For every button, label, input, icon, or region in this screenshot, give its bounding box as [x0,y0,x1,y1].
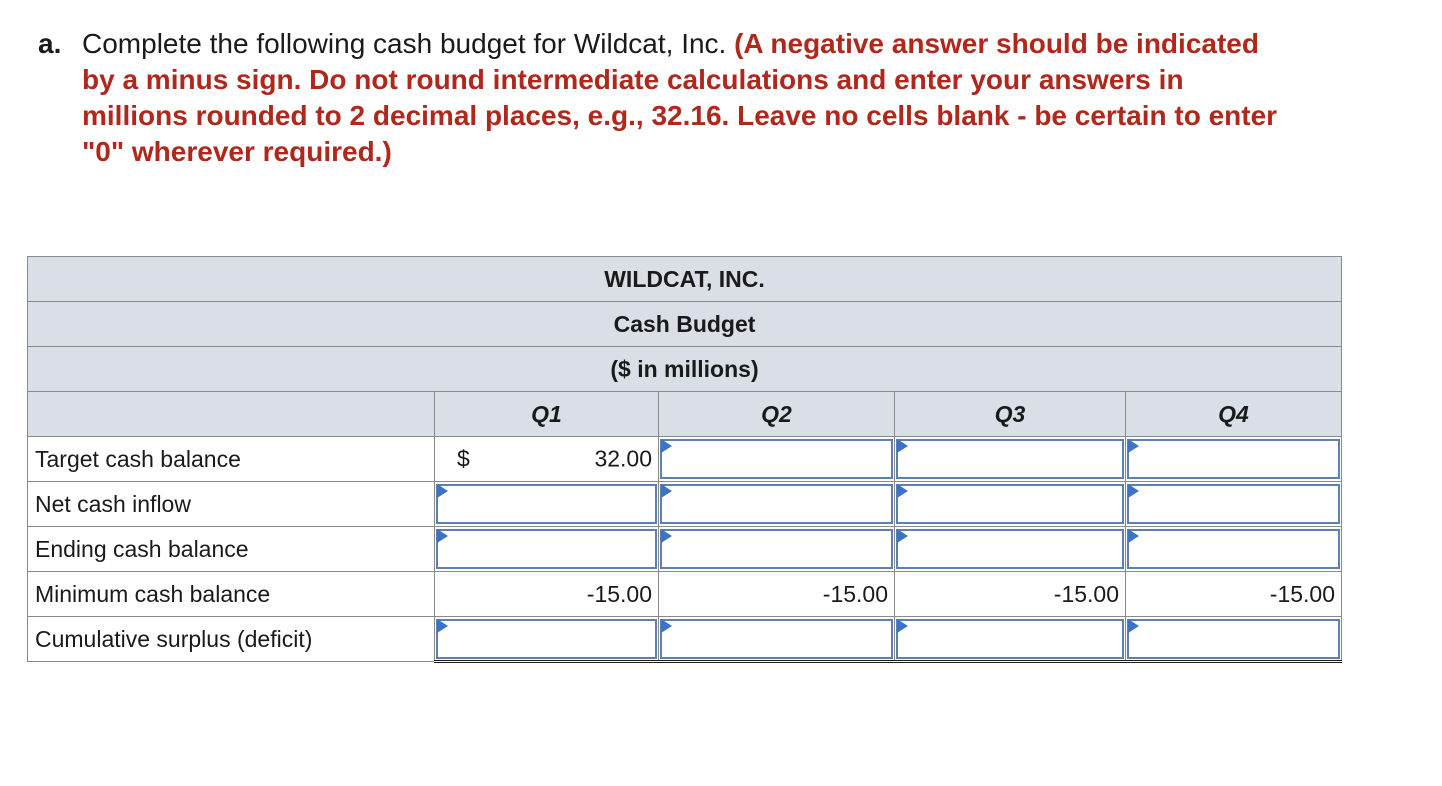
input-flag-icon [1128,484,1139,498]
row-label-ending-cash: Ending cash balance [28,527,435,572]
ending-cash-q4-input[interactable] [1127,529,1340,569]
cumulative-q2-input[interactable] [660,619,893,659]
target-cash-q2-input[interactable] [660,439,893,479]
row-label-cumulative-surplus: Cumulative surplus (deficit) [28,617,435,662]
empty-header-cell [28,392,435,437]
question-prompt [38,26,1278,170]
input-flag-icon [437,529,448,543]
cumulative-q4-input[interactable] [1127,619,1340,659]
question-text: Complete the following cash budget for Wildcat, Inc. [82,28,727,59]
row-label-target-cash: Target cash balance [28,437,435,482]
input-flag-icon [897,439,908,453]
cumulative-q3-cell [895,617,1126,662]
company-name: WILDCAT, INC. [28,257,1342,302]
input-flag-icon [661,484,672,498]
target-cash-q3-input[interactable] [896,439,1124,479]
row-label-net-cash-inflow: Net cash inflow [28,482,435,527]
input-flag-icon [1128,529,1139,543]
net-inflow-q1-input[interactable] [436,484,657,524]
input-flag-icon [661,529,672,543]
table-header-row [28,347,1342,392]
quarter-header-q2: Q2 [659,392,895,437]
minimum-cash-q2-value: -15.00 [659,572,895,617]
target-cash-q2-cell [659,437,895,482]
table-header-row [28,302,1342,347]
input-flag-icon [1128,439,1139,453]
quarter-header-row [28,392,1342,437]
minimum-cash-q4-value: -15.00 [1126,572,1342,617]
cumulative-q3-input[interactable] [896,619,1124,659]
net-inflow-q3-input[interactable] [896,484,1124,524]
question-body [82,26,1278,170]
target-cash-q1-value: 32.00 [594,445,652,472]
quarter-header-q3: Q3 [895,392,1126,437]
net-inflow-q1-cell [435,482,659,527]
table-row [28,617,1342,662]
minimum-cash-q1-value: -15.00 [435,572,659,617]
table-units: ($ in millions) [28,347,1342,392]
ending-cash-q2-input[interactable] [660,529,893,569]
input-flag-icon [897,529,908,543]
target-cash-q4-input[interactable] [1127,439,1340,479]
input-flag-icon [661,439,672,453]
table-row [28,527,1342,572]
cash-budget-table [27,256,1342,663]
question-instruction: (A negative answer should be indicated by a minus sign. Do not round intermediate calculations and enter your answers in millions rounded to 2 decimal places, e.g., 32.16. Leave no cells blank - be certain to enter "0" wherever required.) [82,28,1278,167]
input-flag-icon [897,484,908,498]
net-inflow-q2-input[interactable] [660,484,893,524]
row-label-minimum-cash: Minimum cash balance [28,572,435,617]
table-title: Cash Budget [28,302,1342,347]
input-flag-icon [897,619,908,633]
ending-cash-q3-input[interactable] [896,529,1124,569]
table-row [28,572,1342,617]
target-cash-q3-cell [895,437,1126,482]
net-inflow-q4-cell [1126,482,1342,527]
currency-symbol: $ [457,445,470,472]
net-inflow-q4-input[interactable] [1127,484,1340,524]
table-row [28,482,1342,527]
target-cash-q4-cell [1126,437,1342,482]
table-row [28,437,1342,482]
quarter-header-q1: Q1 [435,392,659,437]
cumulative-q1-input[interactable] [436,619,657,659]
net-inflow-q3-cell [895,482,1126,527]
cumulative-q2-cell [659,617,895,662]
quarter-header-q4: Q4 [1126,392,1342,437]
question-letter: a. [38,28,62,59]
ending-cash-q1-cell [435,527,659,572]
input-flag-icon [437,484,448,498]
table-header-row [28,257,1342,302]
ending-cash-q1-input[interactable] [436,529,657,569]
input-flag-icon [661,619,672,633]
input-flag-icon [1128,619,1139,633]
net-inflow-q2-cell [659,482,895,527]
input-flag-icon [437,619,448,633]
target-cash-q1-cell [435,437,659,482]
minimum-cash-q3-value: -15.00 [895,572,1126,617]
ending-cash-q4-cell [1126,527,1342,572]
cumulative-q1-cell [435,617,659,662]
ending-cash-q3-cell [895,527,1126,572]
cumulative-q4-cell [1126,617,1342,662]
ending-cash-q2-cell [659,527,895,572]
